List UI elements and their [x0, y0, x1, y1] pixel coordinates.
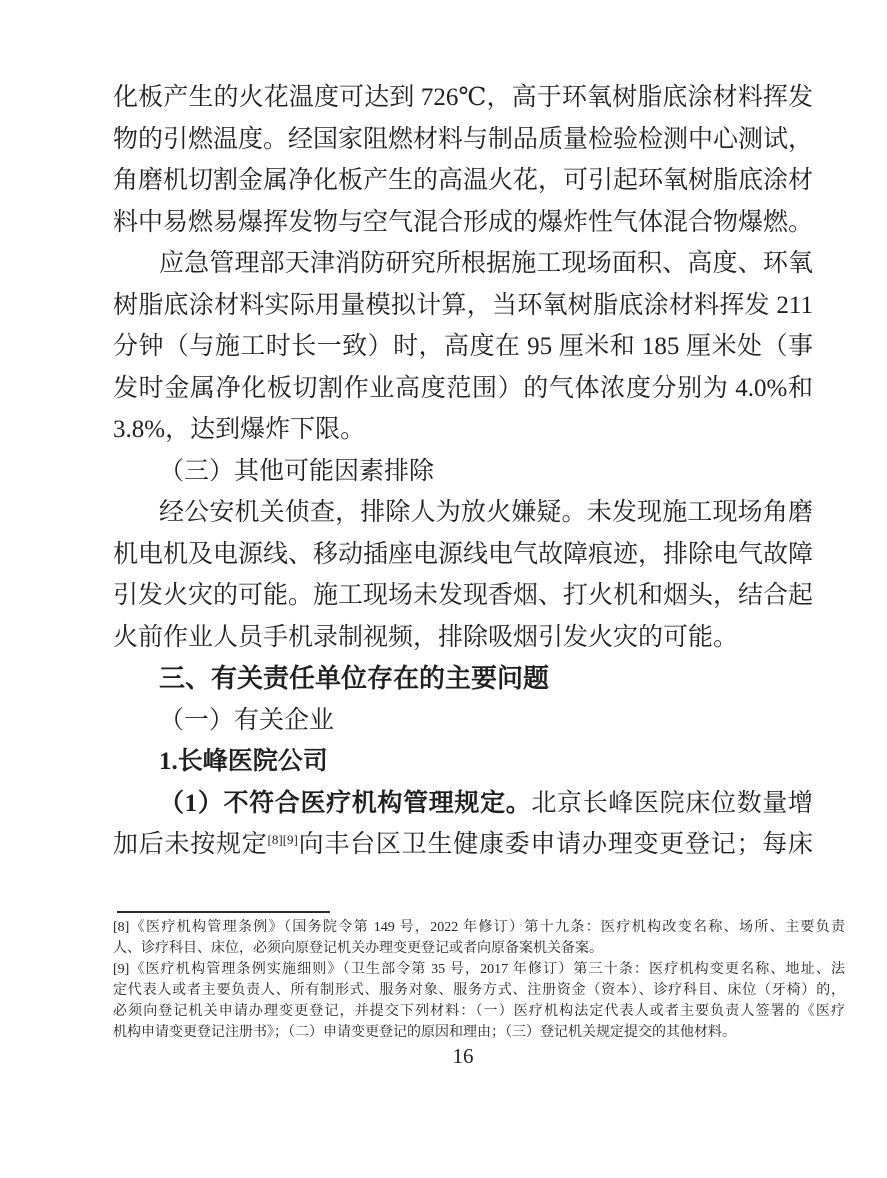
- body-line-p4l2: [113, 824, 813, 866]
- text-run: 向丰台区卫生健康委申请办理变更登记；每床: [297, 831, 813, 858]
- body-line-p1l3: 角磨机切割金属净化板产生的高温火花，可引起环氧树脂底涂材: [113, 167, 814, 194]
- body-line-p3l4: 火前作业人员手机录制视频，排除吸烟引发火灾的可能。: [113, 623, 739, 651]
- body-line-p3l3: 引发火灾的可能。施工现场未发现香烟、打火机和烟头，结合起: [113, 582, 814, 609]
- body-line-p1l2: 物的引燃温度。经国家阻燃材料与制品质量检验检测中心测试，: [113, 125, 814, 153]
- body-line-p2l5: 3.8%，达到爆炸下限。: [113, 416, 366, 443]
- body-line-p2l4: 发时金属净化板切割作业高度范围）的气体浓度分别为 4.0%和: [113, 374, 813, 402]
- body-line-p1l4: 料中易燃易爆挥发物与空气混合形成的爆炸性气体混合物爆燃。: [113, 208, 814, 236]
- body-line-p3l1: 经公安机关侦查，排除人为放火嫌疑。未发现施工现场角磨: [159, 499, 813, 526]
- footnote-reference-marker: [8][9]: [267, 832, 298, 847]
- sub-heading-enterprises: （一）有关企业: [159, 706, 335, 734]
- section-heading: 三、有关责任单位存在的主要问题: [159, 663, 550, 693]
- body-line-p1l1: 化板产生的火花温度可达到 726℃，高于环氧树脂底涂材料挥发: [113, 84, 813, 111]
- footnote-separator: [117, 911, 330, 913]
- bold-run: （1）不符合医疗机构管理规定。: [159, 789, 532, 817]
- body-line-p4l1: [113, 783, 813, 825]
- body-line-p2l3: 分钟（与施工时长一致）时，高度在 95 厘米和 185 厘米处（事: [113, 333, 813, 360]
- body-line-p3l2: 机电机及电源线、移动插座电源线电气故障痕迹，排除电气故障: [113, 540, 814, 568]
- footnote-9-line-1: [9]《医疗机构管理条例实施细则》（卫生部令第 35 号，2017 年修订）第三十条：医疗机构变更名称、地址、法: [113, 962, 845, 977]
- company-heading: 1.长峰医院公司: [159, 748, 328, 775]
- footnotes-block: [113, 917, 845, 1043]
- footnote-9-line-2: 定代表人或者主要负责人、所有制形式、服务对象、服务方式、注册资金（资本）、诊疗科目、床位（牙椅）的，: [113, 983, 845, 998]
- footnote-9-line-4: 机构申请变更登记注册书》；（二）申请变更登记的原因和理由；（三）登记机关规定提交的其他材料。: [113, 1025, 736, 1040]
- text-run: 北京长峰医院床位数量增: [531, 789, 813, 817]
- body-line-p2l2: 树脂底涂材料实际用量模拟计算，当环氧树脂底涂材料挥发 211: [113, 291, 813, 319]
- document-body: [113, 77, 813, 866]
- footnote-9-line-3: 必须向登记机关申请办理变更登记，并提交下列材料：（一）医疗机构法定代表人或者主要负责人签署的《医疗: [113, 1004, 845, 1019]
- footnote-8-line-2: 人、诊疗科目、床位，必须向原登记机关办理变更登记或者向原备案机关备案。: [113, 941, 603, 956]
- footnote-8-line-1: [8]《医疗机构管理条例》（国务院令第 149 号，2022 年修订）第十九条：医疗机构改变名称、场所、主要负责: [113, 920, 845, 935]
- sub-heading-other-factors: （三）其他可能因素排除: [159, 457, 435, 485]
- body-line-p2l1: 应急管理部天津消防研究所根据施工现场面积、高度、环氧: [159, 250, 813, 277]
- page-number: 16: [452, 1044, 474, 1068]
- text-run: 加后未按规定: [113, 831, 268, 858]
